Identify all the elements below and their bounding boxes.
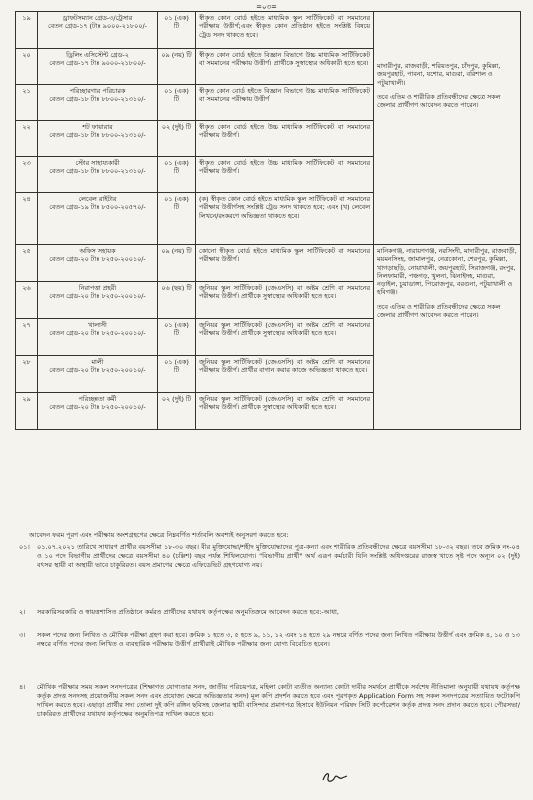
condition-number: ০১। [19, 543, 30, 551]
serial-number: ২৭ [22, 321, 31, 329]
serial-number: ১৯ [22, 14, 31, 22]
post-quantity: ০১ (এক) টি [164, 159, 189, 176]
serial-number: ২৬ [22, 284, 31, 292]
post-quantity: ০২ (দুই) টি [161, 395, 192, 403]
serial-cell [16, 319, 38, 356]
serial-number: ২৩ [22, 159, 31, 167]
post-quantity: ০১ (এক) টি [164, 321, 189, 338]
qualification-cell [196, 121, 374, 157]
post-name: নিরাপত্তা প্রহরী [78, 284, 117, 292]
district-list: মানিকগঞ্জ, নারায়ণগঞ্জ, নরসিংদী, মাদারীপুর, রাজবাড়ী, ময়মনসিংহ, জামালপুর, নেত্রকোনা, শেরপুর, কুমিল্লা, খাগড়াছড়ি, নোয়াখালী, জয়পুরহাট, সিরাজগঞ্জ, রংপুর, নিলফামারী, পঞ্চগড়, খুলনা, ঝিনাইদহ, মাগুরা, নড়াইল, চুয়াডাঙ্গা, পিরোজপুর, বরগুনা, পটুয়াখালী ও হবিগঞ্জ। [377, 247, 517, 297]
quantity-cell [158, 393, 196, 430]
serial-cell [16, 356, 38, 393]
post-quantity: ০৯ (নয়) টি [161, 247, 192, 255]
post-name: খালাসী [88, 321, 107, 329]
serial-number: ২৮ [22, 358, 31, 366]
condition-item [15, 543, 520, 570]
serial-cell [16, 85, 38, 121]
serial-cell [16, 12, 38, 49]
pay-scale: বেতন গ্রেড-১৯ টাঃ ৮৫০০-২০৫৭০/- [49, 203, 146, 212]
condition-number: ৩। [19, 631, 26, 639]
district-note: তবে এতিম ও শারীরিক প্রতিবন্ধীদের ক্ষেত্রে সকল জেলার প্রার্থীগণ আবেদন করতে পারেন। [377, 302, 501, 320]
post-quantity: ০১ (এক) টি [164, 195, 189, 212]
post-cell [38, 49, 158, 85]
serial-cell [16, 157, 38, 193]
post-cell [38, 393, 158, 430]
pay-scale: বেতন গ্রেড-১৮ টাঃ ৮৮০০-২১৩১০/- [49, 95, 146, 104]
qualification-text: জুনিয়র স্কুল সার্টিফিকেট (জেএসসি) বা অষ্টম শ্রেণি বা সমমানের পরীক্ষায় উত্তীর্ণ। প্রার্থীর বাগান করার কাজে অভিজ্ঞতা থাকতে হবে। [199, 358, 370, 375]
condition-text: ০১.০৭.২০২১ তারিখে সাধারণ প্রার্থীর বয়সসীমা ১৮-৩০ বছর। বীর মুক্তিযোদ্ধা/শহীদ মুক্তিযোদ্ধাদের পুত্র-কন্যা এবং শারীরিক প্রতিবন্ধীদের ক্ষেত্রে বয়সসীমা ১৮-৩২ বছর। তবে ক্রমিক নং-০৪ ও ১০ পদে বিভাগীয় প্রার্থীদের ক্ষেত্রে বয়সসীমা ৪০ (চল্লিশ) বছর পর্যন্ত শিথিলযোগ্য। "বিভাগীয় প্রার্থী" অর্থ এরূপ কর্মচারী যিনি সংশ্লিষ্ট অধিদপ্তরের রাজস্ব খাতে সৃষ্ট পদে অন্যূন ০২ (দুই) বৎসর স্থায়ী বা অস্থায়ী ভাবে চাকুরিরত। বয়স প্রমাণের ক্ষেত্রে এফিডেভিট গ্রহণযোগ্য নয়। [37, 543, 520, 569]
qualification-text: জুনিয়র স্কুল সার্টিফিকেট (জেএসসি) বা অষ্টম শ্রেণি বা সমমানের পরীক্ষায় উত্তীর্ণ। প্রার্থীকে সুস্বাস্থ্যের অধিকারী হতে হবে। [199, 321, 370, 338]
post-quantity: ০৯ (নয়) টি [161, 51, 192, 59]
quantity-cell [158, 12, 196, 49]
district-cell [374, 12, 521, 245]
qualification-cell [196, 12, 374, 49]
serial-cell [16, 282, 38, 319]
post-quantity: ০১ (এক) টি [164, 358, 189, 375]
quantity-cell [158, 157, 196, 193]
pay-scale: বেতন গ্রেড-২০ টাঃ ৮২৫০-২০০১০/- [49, 255, 146, 264]
qualification-text: স্বীকৃত কোন বোর্ড হইতে উচ্চ মাধ্যমিক সার্টিফিকেট বা সমমানের পরীক্ষায় উত্তীর্ণ। [199, 159, 370, 176]
quantity-cell [158, 356, 196, 393]
post-cell [38, 193, 158, 245]
condition-number: ৪। [19, 683, 26, 691]
quantity-cell [158, 282, 196, 319]
post-name: স্টোর সাহায্যকারী [75, 159, 120, 167]
pay-scale: বেতন গ্রেড-২০ টাঃ ৮২৫০-২০০১০/- [49, 403, 146, 412]
pay-scale: বেতন গ্রেড-২০ টাঃ ৮২৫০-২০০১০/- [49, 329, 146, 338]
condition-item [15, 683, 520, 719]
qualification-text: স্বীকৃত কোন বোর্ড হইতে উচ্চ মাধ্যমিক সার্টিফিকেট বা সমমানের পরীক্ষায় উত্তীর্ণ। [199, 123, 370, 140]
post-name: মালী [91, 358, 104, 366]
condition-text: সরকারিসরকারি ও স্বায়ত্তশাসিত প্রতিষ্ঠানে কর্মরত প্রার্থীদের যথাযথ কর্তৃপক্ষের অনুমতিক্রমে আবেদন করতে হবে:-আধা, [37, 608, 339, 616]
post-cell [38, 121, 158, 157]
pay-scale: বেতন গ্রেড-১৭ টাঃ ৯০০০-২১৮০০/- [49, 59, 146, 68]
serial-number: ২৪ [22, 195, 31, 203]
qualification-cell [196, 393, 374, 430]
quantity-cell [158, 245, 196, 282]
qualification-cell [196, 49, 374, 85]
table-row [16, 245, 521, 282]
district-list: মাদারীপুর, রাজবাড়ী, শরিয়তপুর, চাঁদপুর, কুমিল্লা, জয়পুরহাট, পাবনা, যশোর, মাগুরা, বরিশাল ও পটুয়াখালী। [377, 62, 501, 87]
district-note: তবে এতিম ও শারীরিক প্রতিবন্ধীদের ক্ষেত্রে সকল জেলার প্রার্থীগণ আবেদন করতে পারেন। [377, 92, 501, 110]
district-cell [374, 245, 521, 430]
post-cell [38, 282, 158, 319]
quantity-cell [158, 121, 196, 157]
post-cell [38, 85, 158, 121]
post-quantity: ০১ (এক) টি [164, 87, 189, 104]
qualification-text: কোনো স্বীকৃত বোর্ড হইতে মাধ্যমিক স্কুল সার্টিফিকেট বা সমমানের পরীক্ষায় উত্তীর্ণ। [199, 247, 370, 264]
serial-number: ২২ [22, 123, 31, 131]
quantity-cell [158, 85, 196, 121]
conditions-intro: আবেদন ফরম পূরণ এবং পরীক্ষায় অংশগ্রহণের ক্ষেত্রে নিম্নবর্ণিত শর্তাবলি অবশ্যই অনুসরণ করতে হবে: [29, 531, 289, 539]
post-cell [38, 319, 158, 356]
post-name: লেবেল রাইটার [78, 195, 117, 203]
post-name: অফিস সহায়ক [79, 247, 116, 255]
quantity-cell [158, 193, 196, 245]
qualification-cell [196, 157, 374, 193]
serial-cell [16, 193, 38, 245]
post-name: ড্রাফটসম্যান গ্রেড-৩/ট্রেসার [62, 14, 133, 22]
qualification-text: জুনিয়র স্কুল সার্টিফিকেট (জেএসসি) বা অষ্টম শ্রেণি বা সমমানের পরীক্ষায় উত্তীর্ণ। প্রার্থীকে সুস্বাস্থ্যের অধিকারী হতে হবে। [199, 395, 370, 412]
qualification-cell [196, 319, 374, 356]
serial-number: ২৫ [22, 247, 31, 255]
pay-scale: বেতন গ্রেড-১৮ টাঃ ৮৮০০-২১৩১০/- [49, 167, 146, 176]
serial-cell [16, 121, 38, 157]
serial-cell [16, 245, 38, 282]
pay-scale: বেতন গ্রেড-১৭ (টাঃ ৯০০০-২১৮০০/- [48, 22, 147, 31]
serial-number: ২০ [22, 51, 31, 59]
post-name: পরিচ্ছন্নতা কর্মী [78, 395, 117, 403]
serial-number: ২৯ [22, 395, 31, 403]
pay-scale: বেতন গ্রেড-২০ টাঃ ৮২৫০-২০০১০/- [49, 292, 146, 301]
table-row [16, 12, 521, 49]
post-cell [38, 245, 158, 282]
post-cell [38, 12, 158, 49]
post-quantity: ০১ (এক) টি [164, 14, 189, 31]
serial-cell [16, 49, 38, 85]
qualification-cell [196, 85, 374, 121]
post-quantity: ০২ (দুই) টি [161, 123, 192, 131]
serial-cell [16, 393, 38, 430]
qualification-cell [196, 193, 374, 245]
condition-number: ২। [19, 608, 26, 616]
post-cell [38, 157, 158, 193]
qualification-cell [196, 356, 374, 393]
page-number: =০৩= [256, 3, 277, 11]
post-name: পরিচ্ছারগার পরিচারক [69, 87, 126, 95]
qualification-text: স্বীকৃত কোন বোর্ড হইতে মাধ্যমিক স্কুল সার্টিফিকেট বা সমমানের পরীক্ষায় উত্তীর্ণ;এবং স্বীকৃত কোন প্রতিষ্ঠান হইতে সংশ্লিষ্ট বিষয়ে ট্রেড সনদ থাকতে হবে। [199, 14, 370, 39]
post-name: ড্রিলিং এসিস্টেন্ট গ্রেড-২ [66, 51, 129, 59]
pay-scale: বেতন গ্রেড-২০ টাঃ ৮২৫০-২০০১০/- [49, 366, 146, 375]
qualification-cell [196, 245, 374, 282]
condition-text: মৌখিক পরীক্ষার সময় সকল সনদপত্রের (শিক্ষাগত যোগ্যতার সনদ, জাতীয় পরিচয়পত্র, মহিলা কোটা ব্যতীত অন্যান্য কোটা দাবীর সমর্থনে প্রার্থীকে সর্বশেষ নীতিমালা অনুযায়ী যথাযথ কর্তৃপক্ষ কর্তৃক প্রদত্ত সনদসহ প্রয়োজনীয় সকল সনদ এবং প্রযোজ্য ক্ষেত্রে অভিজ্ঞতার সনদ) মূল কপি প্রদর্শন করতে হবে এবং পূরণকৃত Application Form সহ সকল সনদপত্রের সত্যায়িত ফটোকপি দাখিল করতে হবে। এছাড়া প্রার্থীর সদ্য তোলা দুই কপি রঙ্গিন ছবিসহ জেলার স্থায়ী বাসিন্দার প্রমাণপত্র হিসাবে ইউনিয়ন পরিষদ সিটি কর্পোরেশন কর্তৃক প্রদত্ত সনদ প্রদান করতে হবে। পৌরসভা/চাকরিরত প্রার্থীদের যথাযথ কর্তৃপক্ষের অনুমতিপত্র দাখিল করতে হবে। [37, 683, 520, 718]
qualification-text: (ক) স্বীকৃত কোন বোর্ড হইতে মাধ্যমিক স্কুল সার্টিফিকেট বা সমমানের পরীক্ষায় উত্তীর্ণসহ সংশ্লিষ্ট ট্রেড সনদ থাকতে হবে; এবং (খ) লেবেল লিখনে/রংকরণে অভিজ্ঞতা থাকতে হবে। [199, 195, 370, 220]
post-cell [38, 356, 158, 393]
qualification-text: স্বীকৃত কোন বোর্ড হইতে বিজ্ঞান বিভাগে উচ্চ মাধ্যমিক সার্টিফিকেট বা সমমানের পরীক্ষায় উত্তীর্ণ। প্রার্থীকে সুস্বাস্থ্যের অধিকারী হতে হবে। [199, 51, 370, 68]
qualification-text: জুনিয়র স্কুল সার্টিফিকেট (জেএসসি) বা অষ্টম শ্রেণি বা সমমানের পরীক্ষায় উত্তীর্ণ। প্রার্থীকে সুস্বাস্থ্যের অধিকারী হতে হবে। [199, 284, 370, 301]
condition-item [15, 631, 520, 649]
condition-text: সকল পদের জন্য লিখিত ও মৌখিক পরীক্ষা গ্রহণ করা হবে। ক্রমিক ১ হতে ৩, ৫ হতে ৯, ১১, ১২ এবং ১৪ হতে ২৯ নম্বরে বর্ণিত পদের জন্য লিখিত পরীক্ষায় উত্তীর্ণ এবং ক্রমিক ৪, ১০ ও ১৩ নম্বরে বর্ণিত পদের জন্য লিখিত ও ব্যবহারিক পরীক্ষায় উত্তীর্ণ প্রার্থীরাই মৌখিক পরীক্ষার জন্য যোগ্য বিবেচিত হবেন। [37, 631, 521, 648]
pay-scale: বেতন গ্রেড-১৮ টাঃ ৮৮০০-২১৩১০/- [49, 131, 146, 140]
quantity-cell [158, 319, 196, 356]
condition-item [15, 608, 520, 617]
qualification-cell [196, 282, 374, 319]
quantity-cell [158, 49, 196, 85]
qualification-text: স্বীকৃত কোন বোর্ড হইতে বিজ্ঞান বিভাগে উচ্চ মাধ্যমিক সার্টিফিকেট বা সমমানের পরীক্ষায় উত্তীর্ণ [199, 87, 370, 104]
job-table [15, 11, 521, 430]
signature [320, 768, 350, 786]
serial-number: ২১ [22, 87, 31, 95]
post-name: শট ফায়ারার [82, 123, 113, 131]
post-quantity: ০৬ (ছয়) টি [161, 284, 192, 292]
